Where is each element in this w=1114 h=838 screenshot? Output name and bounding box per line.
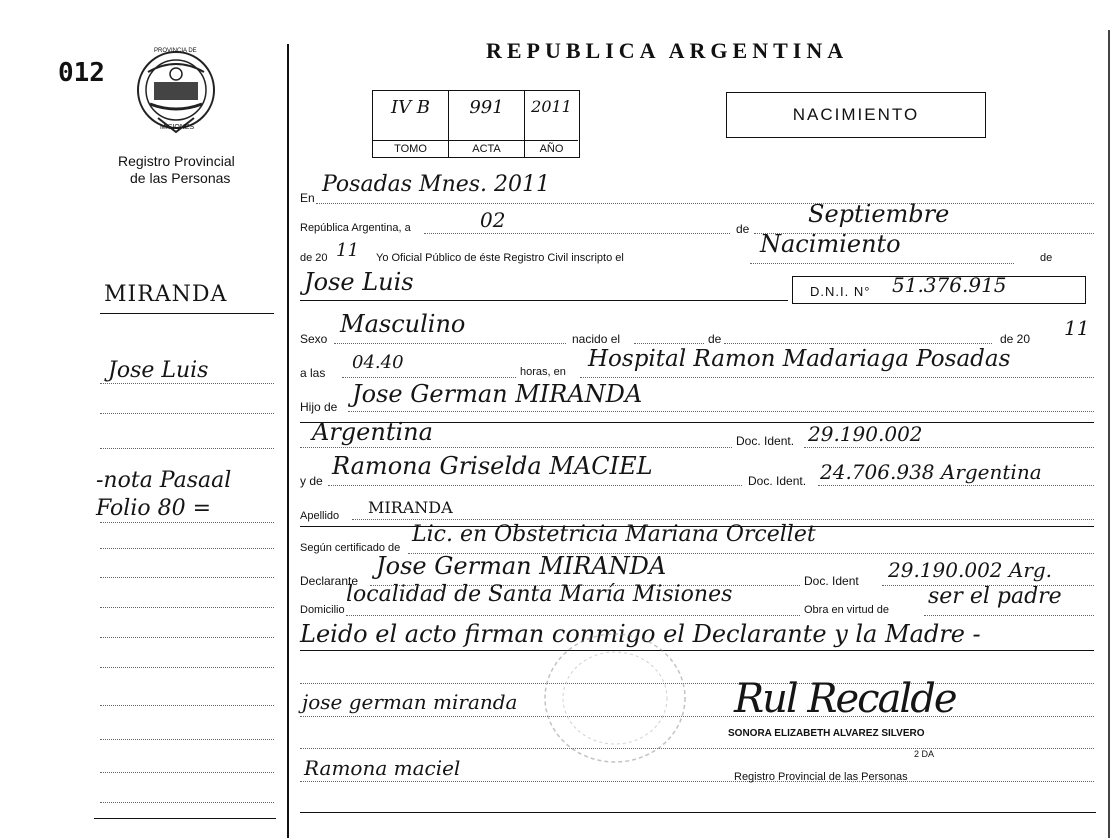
leido-value: Leido el acto firman conmigo el Declarante y la Madre -: [300, 620, 981, 648]
tomo-label: TOMO: [373, 140, 448, 155]
dni-value: 51.376.915: [892, 273, 1007, 297]
horas-label: horas, en: [520, 366, 566, 378]
apellido-label: Apellido: [300, 510, 340, 522]
official-stamp-role: 2 DA: [914, 749, 935, 759]
record-box: [372, 90, 580, 158]
margin-surname: MIRANDA: [104, 282, 228, 307]
act-type-box: [726, 92, 986, 138]
mother-doc-value: 24.706.938 Argentina: [820, 460, 1042, 484]
official-stamp-office: Registro Provincial de las Personas: [734, 771, 908, 783]
country-title: REPUBLICA ARGENTINA: [486, 38, 849, 63]
margin-given-names: Jose Luis: [108, 358, 209, 383]
day-value: 02: [480, 208, 506, 232]
cert-value: Lic. en Obstetricia Mariana Orcellet: [412, 522, 816, 547]
obra-value: ser el padre: [928, 584, 1062, 609]
domicilio-label: Domicilio: [300, 604, 345, 616]
declarante-doc-value: 29.190.002 Arg.: [888, 558, 1053, 582]
place-value: Hospital Ramon Madariaga Posadas: [588, 346, 1011, 372]
month-value: Septiembre: [808, 200, 950, 228]
signature-madre: Ramona maciel: [304, 756, 461, 780]
nacido-label: nacido el: [572, 332, 621, 346]
right-edge: [1108, 30, 1110, 838]
ano-value: 2011: [531, 97, 572, 116]
yde-label: y de: [300, 474, 323, 488]
domicilio-value: localidad de Santa María Misiones: [346, 582, 733, 607]
dni-label: D.N.I. N°: [810, 284, 871, 299]
month-de-label: de: [736, 222, 750, 236]
segun-label: Según certificado de: [300, 542, 401, 554]
en-value: Posadas Mnes. 2011: [322, 172, 551, 197]
obra-label: Obra en virtud de: [804, 604, 889, 616]
ano-label: AÑO: [525, 140, 578, 155]
father-doc-label: Doc. Ident.: [736, 434, 795, 448]
page-number: 012: [58, 58, 105, 88]
father-nationality-value: Argentina: [312, 418, 433, 446]
father-doc-value: 29.190.002: [808, 422, 923, 446]
en-label: En: [300, 191, 315, 205]
main-divider: [287, 44, 289, 838]
tomo-value: IV B: [390, 97, 431, 118]
apellido-value: MIRANDA: [368, 498, 453, 517]
hijo-label: Hijo de: [300, 400, 338, 414]
name-value: Jose Luis: [304, 268, 414, 296]
oficial-label: Yo Oficial Público de éste Registro Civil inscripto el: [376, 252, 624, 264]
act-type-label: NACIMIENTO: [792, 105, 920, 124]
margin-note-line1: -nota Pasaal: [96, 468, 232, 493]
acta-value: 991: [469, 97, 504, 118]
seal-bottom-text: MISIONES: [160, 124, 195, 131]
nacido-de-label: de: [708, 332, 722, 346]
year-value: 11: [336, 240, 359, 261]
tomo-cell: [373, 91, 449, 157]
signature-declarante: jose german miranda: [302, 690, 518, 714]
registry-stamp-icon: [540, 628, 690, 768]
declarante-doc-label: Doc. Ident: [804, 574, 859, 588]
acta-label: ACTA: [449, 140, 524, 155]
inscripto-value: Nacimiento: [760, 230, 901, 258]
mother-doc-label: Doc. Ident.: [748, 474, 807, 488]
republica-label: República Argentina, a: [300, 222, 411, 234]
mother-value: Ramona Griselda MACIEL: [332, 452, 653, 480]
margin-note-line2: Folio 80 =: [96, 496, 212, 521]
seal-top-text: PROVINCIA DE: [154, 48, 197, 54]
hora-value: 04.40: [352, 352, 404, 373]
sexo-value: Masculino: [340, 310, 466, 338]
official-signature: Rul Recalde: [734, 676, 956, 722]
inscripto-de-label: de: [1040, 252, 1053, 264]
sexo-label: Sexo: [300, 332, 328, 346]
father-value: Jose German MIRANDA: [352, 380, 643, 408]
birth-year-prefix-label: de 20: [1000, 332, 1031, 346]
registry-line2: de las Personas: [130, 170, 231, 186]
alas-label: a las: [300, 366, 326, 380]
birth-year-value: 11: [1064, 316, 1090, 340]
declarante-label: Declarante: [300, 574, 359, 588]
ano-cell: [525, 91, 578, 157]
acta-cell: [449, 91, 525, 157]
declarante-value: Jose German MIRANDA: [376, 552, 667, 580]
official-stamp-name: SONORA ELIZABETH ALVAREZ SILVERO: [728, 728, 925, 739]
year-prefix-label: de 20: [300, 252, 328, 264]
registry-line1: Registro Provincial: [118, 153, 235, 169]
